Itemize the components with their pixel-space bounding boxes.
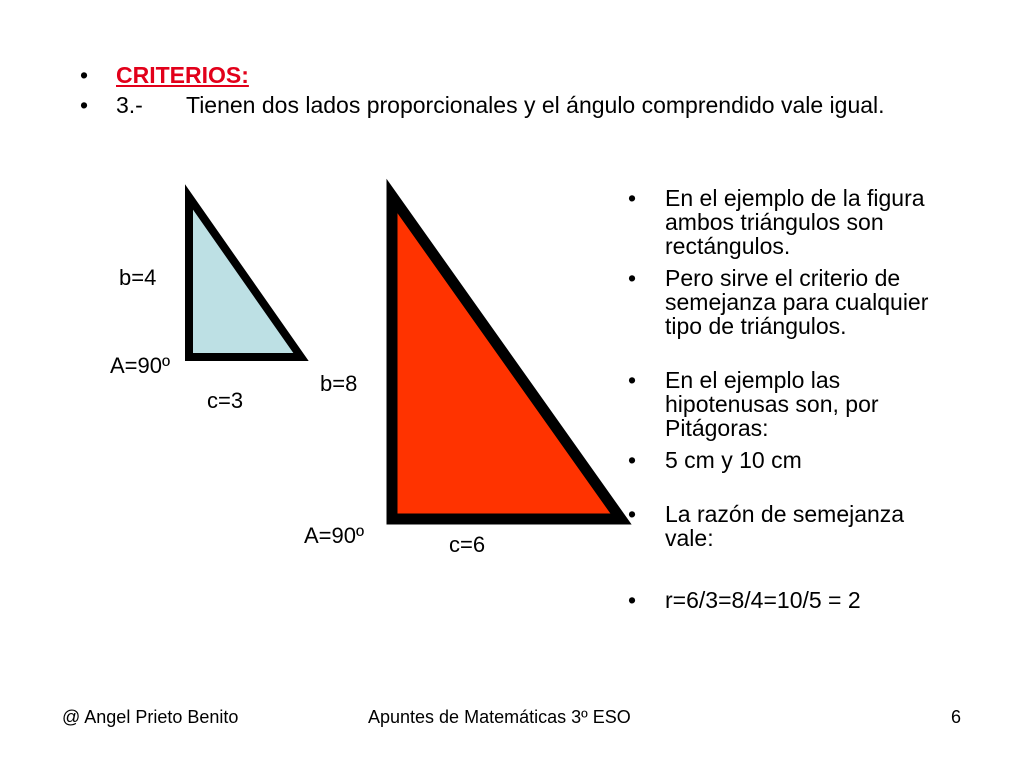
- criteria-title: CRITERIOS:: [116, 62, 249, 88]
- bullet: •: [628, 447, 637, 473]
- bullet: •: [80, 62, 89, 88]
- criterion-number: 3.-: [116, 92, 143, 118]
- large-angle-a-label: A=90º: [304, 523, 365, 548]
- note-text: En el ejemplo de la figura ambos triángulos son rectángulos.: [665, 185, 925, 259]
- note-item: [628, 588, 958, 612]
- bullet: •: [80, 92, 89, 118]
- large-side-c-label: c=6: [449, 532, 486, 557]
- note-item: [628, 186, 958, 258]
- bullet: •: [628, 501, 637, 527]
- bullet: •: [628, 587, 637, 613]
- small-side-c-label: c=3: [207, 388, 244, 413]
- note-item: [628, 266, 958, 338]
- note-text: La razón de semejanza vale:: [665, 501, 905, 551]
- criterion-text: Tienen dos lados proporcionales y el ángulo comprendido vale igual.: [186, 92, 885, 118]
- small-side-b-label: b=4: [119, 265, 157, 290]
- ratio-formula: r=6/3=8/4=10/5 = 2: [665, 587, 861, 613]
- footer-page-number: 6: [951, 707, 962, 727]
- note-text: En el ejemplo las hipotenusas son, por Pitágoras:: [665, 367, 879, 441]
- large-side-b-label: b=8: [320, 371, 358, 396]
- bullet: •: [628, 185, 637, 211]
- note-item: [628, 502, 958, 550]
- note-text: 5 cm y 10 cm: [665, 447, 802, 473]
- bullet: •: [628, 367, 637, 393]
- note-text: Pero sirve el criterio de semejanza para cualquier tipo de triángulos.: [665, 265, 929, 339]
- footer-author: @ Angel Prieto Benito: [62, 707, 239, 727]
- notes-list: [628, 186, 958, 612]
- bullet: •: [628, 265, 637, 291]
- large-triangle: [392, 196, 621, 519]
- note-item: [628, 368, 958, 440]
- footer-course: Apuntes de Matemáticas 3º ESO: [368, 707, 631, 727]
- note-item: [628, 448, 958, 472]
- small-triangle: [189, 197, 301, 357]
- small-angle-a-label: A=90º: [110, 353, 171, 378]
